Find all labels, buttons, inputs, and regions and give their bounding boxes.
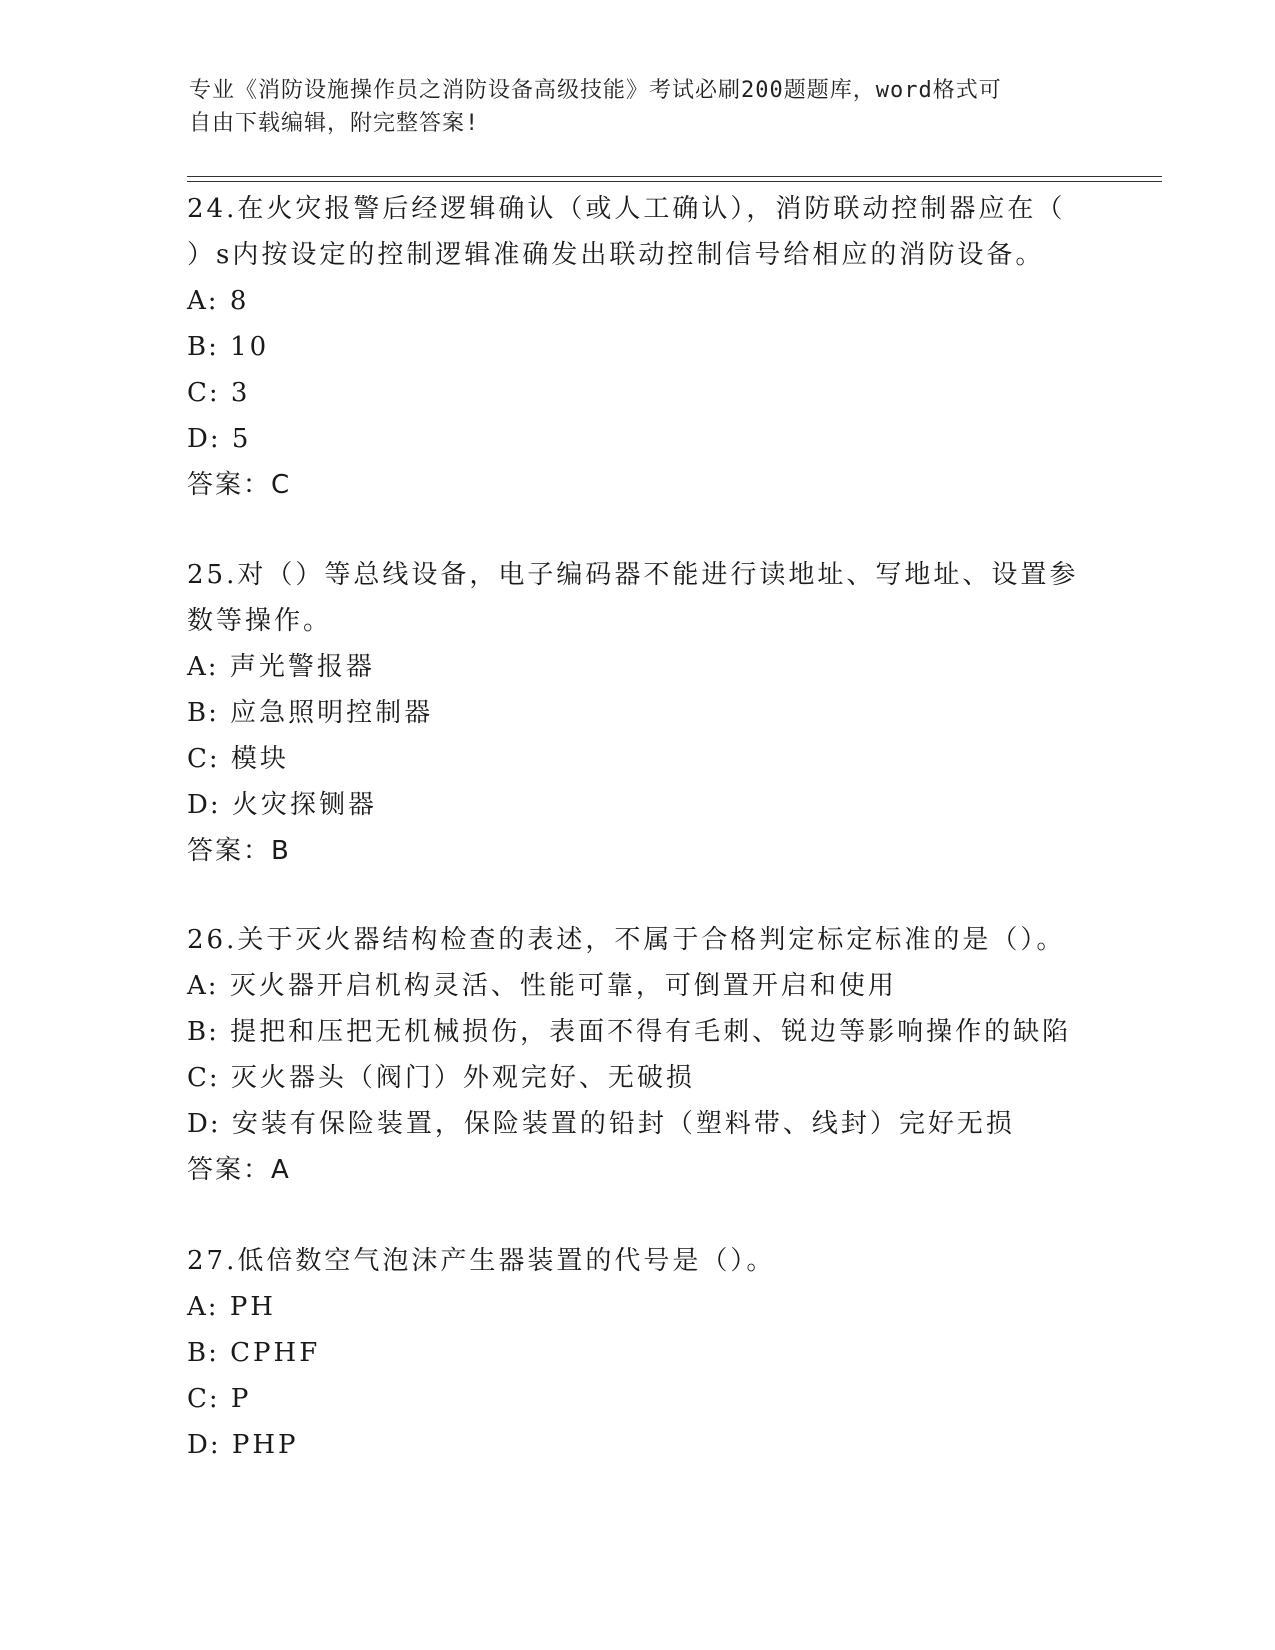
option-key: A: xyxy=(187,971,219,1001)
option-key: A: xyxy=(187,1292,219,1322)
option-c xyxy=(187,1055,1087,1101)
header-rule-top xyxy=(187,176,1162,177)
document-header xyxy=(189,74,1089,140)
option-d xyxy=(187,1422,1087,1468)
question-text-line: 数等操作。 xyxy=(187,606,333,636)
option-key: B: xyxy=(187,332,219,362)
option-a xyxy=(187,963,1087,1009)
option-text: PHP xyxy=(231,1430,299,1460)
option-key: C: xyxy=(187,378,220,408)
option-b xyxy=(187,1330,1087,1376)
option-key: A: xyxy=(187,286,219,316)
option-text: 灭火器头（阀门）外观完好、无破损 xyxy=(230,1063,695,1093)
question-25 xyxy=(187,552,1087,874)
option-b xyxy=(187,690,1087,736)
option-key: B: xyxy=(187,698,219,728)
option-b xyxy=(187,324,1087,370)
option-key: A: xyxy=(187,652,219,682)
header-line-1: 专业《消防设施操作员之消防设备高级技能》考试必刷200题题库，word格式可 xyxy=(189,78,1002,103)
option-text: 5 xyxy=(231,424,252,454)
option-d xyxy=(187,1101,1087,1147)
option-key: D: xyxy=(187,790,221,820)
option-key: C: xyxy=(187,1063,220,1093)
option-text: P xyxy=(230,1384,252,1414)
option-key: C: xyxy=(187,1384,220,1414)
option-text: 10 xyxy=(230,332,270,362)
option-a xyxy=(187,278,1087,324)
question-text-line: 27.低倍数空气泡沫产生器装置的代号是（）。 xyxy=(187,1246,776,1276)
answer: 答案：B xyxy=(187,836,291,866)
option-key: B: xyxy=(187,1017,219,1047)
question-text-line: 24.在火灾报警后经逻辑确认（或人工确认），消防联动控制器应在（ xyxy=(187,194,1066,224)
question-text-line: ）s内按设定的控制逻辑准确发出联动控制信号给相应的消防设备。 xyxy=(187,240,1045,270)
option-c xyxy=(187,1376,1087,1422)
option-key: D: xyxy=(187,1109,221,1139)
option-text: 应急照明控制器 xyxy=(230,698,434,728)
question-26 xyxy=(187,917,1087,1193)
header-line-2: 自由下载编辑，附完整答案! xyxy=(189,111,480,136)
option-key: D: xyxy=(187,1430,221,1460)
option-text: PH xyxy=(229,1292,276,1322)
option-c xyxy=(187,370,1087,416)
option-d xyxy=(187,782,1087,828)
option-a xyxy=(187,644,1087,690)
option-b xyxy=(187,1009,1087,1055)
option-text: 提把和压把无机械损伤，表面不得有毛刺、锐边等影响操作的缺陷 xyxy=(230,1017,1072,1047)
question-text-line: 26.关于灭火器结构检查的表述，不属于合格判定标定标准的是（）。 xyxy=(187,925,1066,955)
option-text: 安装有保险装置，保险装置的铅封（塑料带、线封）完好无损 xyxy=(231,1109,1015,1139)
option-key: B: xyxy=(187,1338,219,1368)
header-rule-bottom xyxy=(187,181,1162,182)
option-key: D: xyxy=(187,424,221,454)
option-key: C: xyxy=(187,744,220,774)
option-text: 灭火器开启机构灵活、性能可靠，可倒置开启和使用 xyxy=(229,971,897,1001)
option-text: 8 xyxy=(229,286,250,316)
question-text-line: 25.对（）等总线设备，电子编码器不能进行读地址、写地址、设置参 xyxy=(187,560,1079,590)
option-c xyxy=(187,736,1087,782)
option-text: 模块 xyxy=(230,744,289,774)
answer: 答案：A xyxy=(187,1155,291,1185)
option-a xyxy=(187,1284,1087,1330)
option-text: CPHF xyxy=(230,1338,321,1368)
option-text: 声光警报器 xyxy=(229,652,375,682)
option-text: 火灾探铡器 xyxy=(231,790,377,820)
question-24 xyxy=(187,186,1087,508)
option-text: 3 xyxy=(230,378,251,408)
answer: 答案：C xyxy=(187,470,292,500)
option-d xyxy=(187,416,1087,462)
question-27 xyxy=(187,1238,1087,1468)
